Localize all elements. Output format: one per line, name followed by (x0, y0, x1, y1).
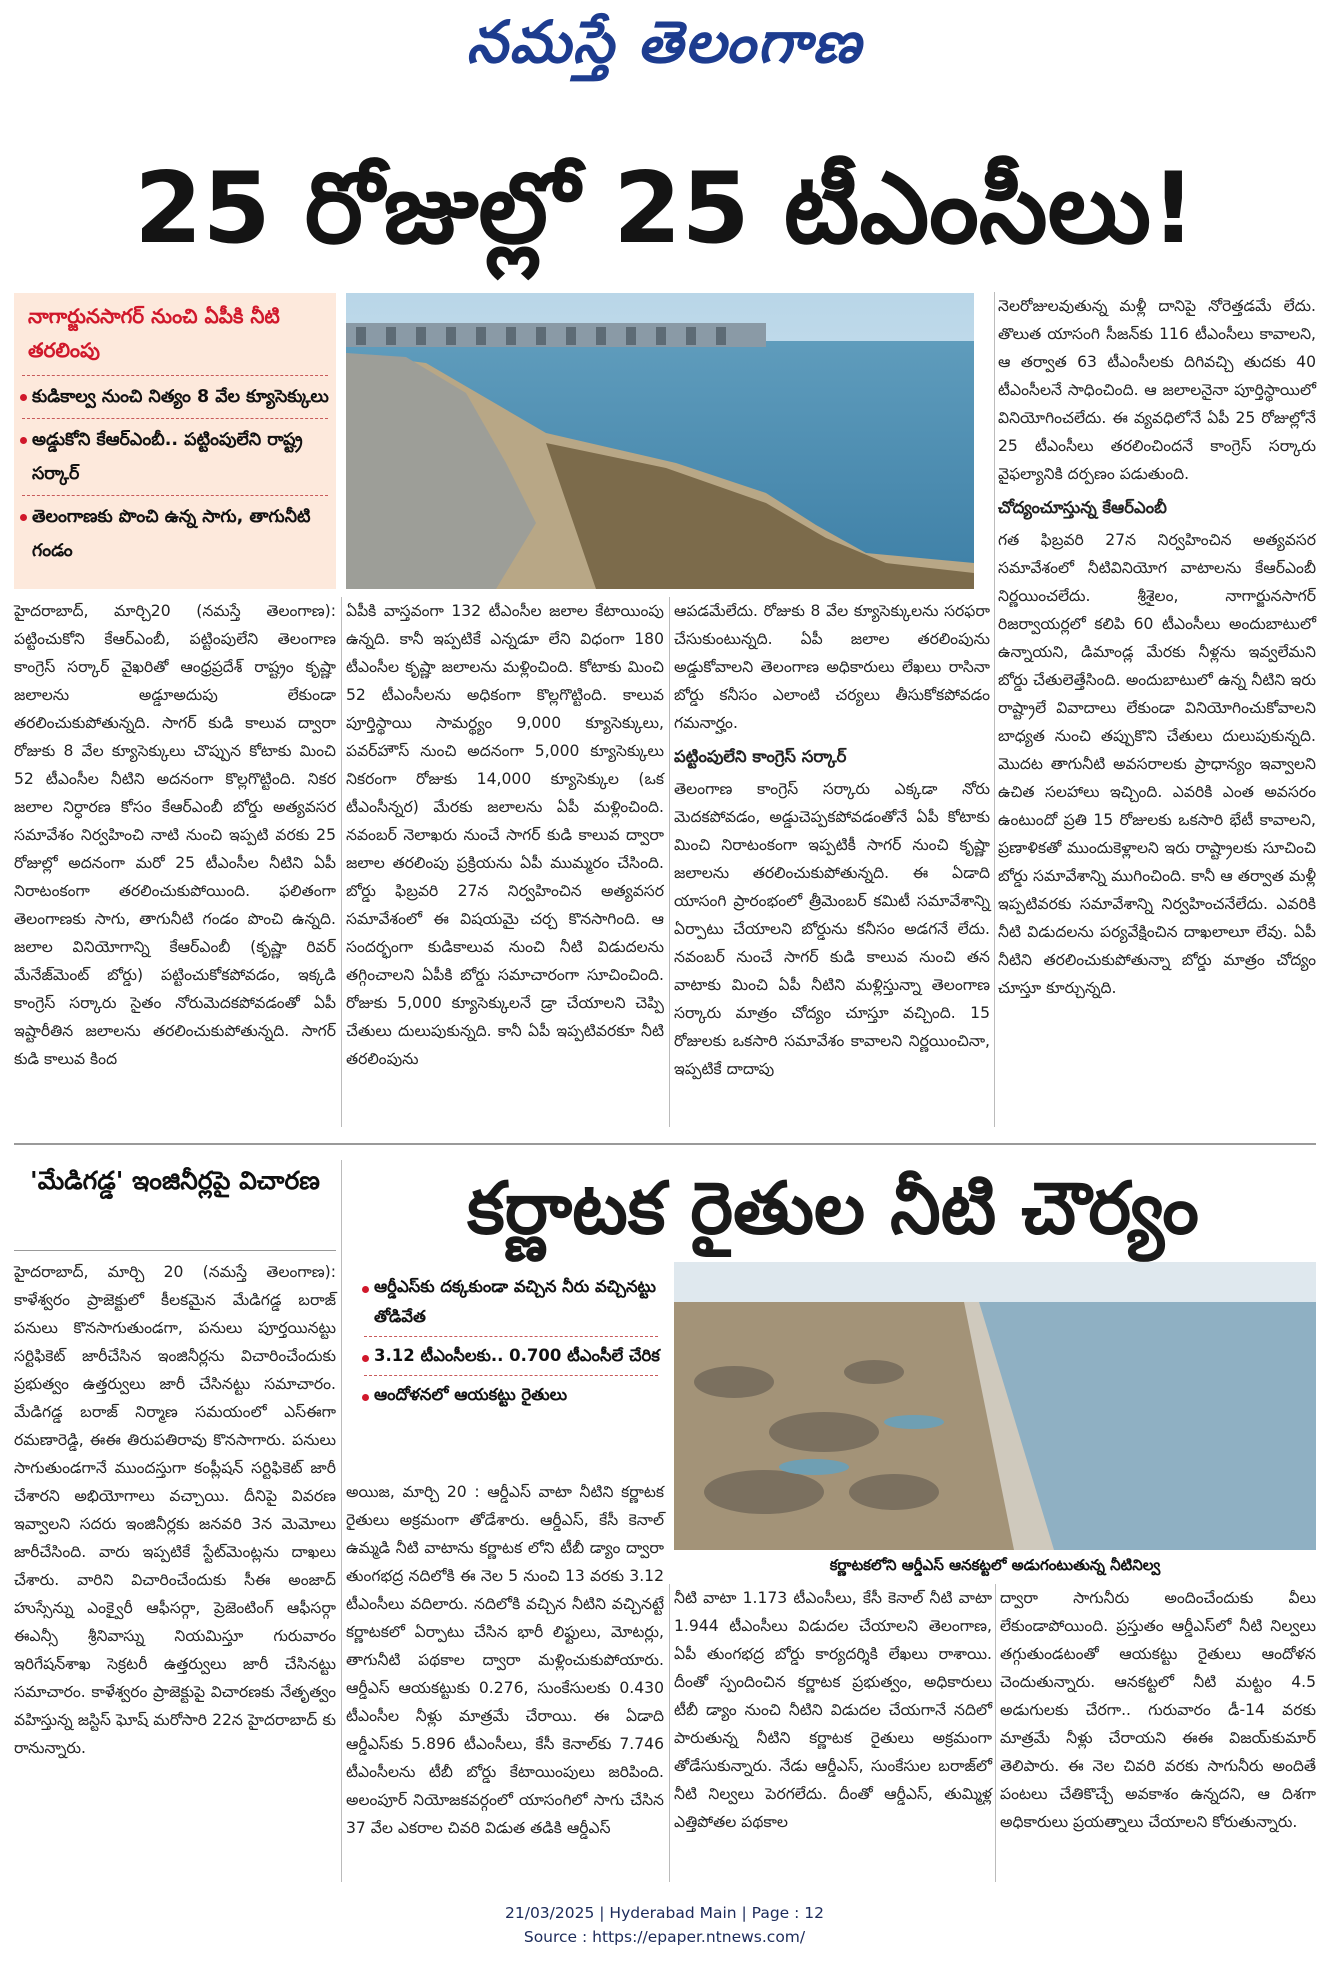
highlight-bullet: అడ్డుకోని కేఆర్ఎంబీ.. పట్టింపులేని రాష్ట్ర సర్కార్ (14, 423, 336, 491)
section-divider (14, 1143, 1316, 1145)
highlight-bullet: కుడికాల్వ నుంచి నిత్యం 8 వేల క్యూసెక్కులు (14, 380, 336, 414)
column-rule (994, 292, 995, 1127)
story1-column-2-text: ఏపీకి వాస్తవంగా 132 టీఎంసీల జలాల కేటాయింపు ఉన్నది. కానీ ఇప్పటికే ఎన్నడూ లేని విధంగా 180 టీఎంసీల కృష్ణా జలాలను మళ్లించింది. కోటాకు మించి 52 టీఎంసీలను అధికంగా కొల్లగొట్టింది. కాలువ పూర్తిస్థాయి సామర్థ్యం 9,000 క్యూసెక్కులు, పవర్‌హౌస్ నుంచి అదనంగా 5,000 క్యూసెక్కులు నికరంగా రోజుకు 14,000 క్యూసెక్కుల (ఒక టీఎంసీన్నర) మేరకు జలాలను ఏపీ మళ్లించింది. నవంబర్ నెలాఖరు నుంచే సాగర్ కుడి కాలువ ద్వారా జలాల తరలింపు ప్రక్రియను ఏపీ ముమ్మరం చేసింది. బోర్డు ఫిబ్రవరి 27న నిర్వహించిన అత్యవసర సమావేశంలో ఈ విషయమై చర్చ కొనసాగింది. ఆ సందర్భంగా కుడికాలువ నుంచి నీటి విడుదలను తగ్గించాలని ఏపీకి బోర్డు సమాచారంగా సూచించింది. రోజుకు 5,000 క్యూసెక్కులనే డ్రా చేయాలని చెప్పి చేతులు దులుపుకున్నది. కానీ ఏపీ ఇప్పటివరకూ నీటి తరలింపును (346, 602, 664, 1068)
highlight-box (14, 293, 336, 589)
story1-column-3-text: తెలంగాణ కాంగ్రెస్ సర్కారు ఎక్కడా నోరు మెదకపోవడం, అడ్డుచెప్పకపోవడంతోనే ఏపీ కోటాకు మించి నిరాటంకంగా ఇప్పటికీ సాగర్ నుంచి కృష్ణా జలాలను తరలించుకుపోతున్నది. ఈ ఏడాది యాసంగి ప్రారంభంలో త్రీమెంబర్ కమిటీ సమావేశాన్ని ఏర్పాటు చేయాలని బోర్డును కనీసం అడగనే లేదు. నవంబర్ నుంచే సాగర్ కుడి కాలువ నుంచి తన వాటాకు మించి ఏపీ నీటిని మళ్లిస్తున్నా తెలంగాణ సర్కారు మాత్రం చోద్యం చూస్తూ వచ్చింది. 15 రోజులకు ఒకసారి సమావేశం కావాలని నిర్ణయించినా, ఇప్పటికే దాదాపు (674, 780, 990, 1078)
story1-column-4-text: గత ఫిబ్రవరి 27న నిర్వహించిన అత్యవసర సమావేశంలో నీటివినియోగ వాటాలను కేఆర్ఎంబీ నిర్ణయించలేదు. శ్రీశైలం, నాగార్జునసాగర్ రిజర్వాయర్లలో కలిపి 60 టీఎంసీలు అందుబాటులో ఉన్నాయని, డిమాండ్ల మేరకు నీళ్లను ఇవ్వలేమని బోర్డు చేతులెత్తేసింది. అందుబాటులో ఉన్న నీటిని ఇరు రాష్ట్రాలే వివాదాలు లేకుండా వినియోగించుకోవాలని బాధ్యత నుంచి తప్పుకొని చేతులు దులుపుకున్నది. మొదట తాగునీటి అవసరాలకు ప్రాధాన్యం ఇవ్వాలని ఉచిత సలహాలు ఇచ్చింది. ఎవరికి ఎంత అవసరం ఉంటుందో ప్రతి 15 రోజులకు ఒకసారి భేటీ కావాలని, ప్రణాళికతో ముందుకెళ్లాలని ఇరు రాష్ట్రాలకు సూచించి బోర్డు సమావేశాన్ని ముగించింది. కానీ ఆ తర్వాత మళ్లీ ఇప్పటివరకు సమావేశాన్ని నిర్వహించనేలేదు. ఎవరికి నీటి విడుదలను పర్యవేక్షించిన దాఖలాలూ లేవు. ఏపీ నీటిని తరలించుకుపోతున్నా బోర్డు మాత్రం చోద్యం చూస్తూ కూర్చున్నది. (998, 531, 1316, 997)
story1-column-3-text: ఆపడమేలేదు. రోజుకు 8 వేల క్యూసెక్కులను సరఫరా చేసుకుంటున్నది. ఏపీ జలాల తరలింపును అడ్డుకోవాలని తెలంగాణ అధికారులు లేఖలు రాసినా బోర్డు కనీసం ఎలాంటి చర్యలు తీసుకోకపోవడం గమనార్హం. (674, 602, 990, 732)
story3-bullet: ఆర్డీఎస్‌కు దక్కకుండా వచ్చిన నీరు వచ్చినట్టు తోడివేత (356, 1272, 666, 1332)
highlight-bullet: తెలంగాణకు పొంచి ఉన్న సాగు, తాగునీటి గండం (14, 500, 336, 568)
story2-title: 'మేడిగడ్డ' ఇంజినీర్లపై విచారణ (30, 1166, 320, 1195)
masthead: నమస్తే తెలంగాణ (466, 8, 863, 76)
subheading: చోద్యంచూస్తున్న కేఆర్ఎంబీ (998, 498, 1167, 517)
story3-bullet: 3.12 టీఎంసీలకు.. 0.700 టీఎంసీలే చేరిక (356, 1341, 666, 1371)
dam-photo (346, 293, 974, 589)
story3-headline: కర్ణాటక రైతుల నీటి చౌర్యం (467, 1166, 1199, 1250)
story3-column-2-text: నీటి వాటా 1.173 టీఎంసీలు, కేసీ కెనాల్ నీటి వాటా 1.944 టీఎంసీలు విడుదల చేయాలని తెలంగాణ, ఏపీ తుంగభద్ర బోర్డు కార్యదర్శికి లేఖలు రాశాయి. దీంతో స్పందించిన కర్ణాటక ప్రభుత్వం, అధికారులు టీబీ డ్యాం నుంచి నీటిని విడుదల చేయగానే నదిలో పారుతున్న నీటిని కర్ణాటక రైతులు అక్రమంగా తోడేసుకున్నారు. నేడు ఆర్డీఎస్, సుంకేసుల బరాజ్‌లో నీటి నిల్వలు పెరగలేదు. దీంతో ఆర్డీఎస్, తుమ్మిళ్ల ఎత్తిపోతల పథకాల (674, 1589, 992, 1831)
column-rule (341, 1160, 342, 1882)
divider (14, 1250, 336, 1251)
footer-source: Source : https://epaper.ntnews.com/ (523, 1928, 806, 1946)
story3-column-2 (674, 1584, 992, 1836)
subheading: పట్టింపులేని కాంగ్రెస్ సర్కార్ (674, 747, 847, 766)
story3-bullet: ఆందోళనలో ఆయకట్టు రైతులు (356, 1380, 666, 1410)
story1-column-4-text: నెలరోజులవుతున్న మళ్లీ దానిపై నోరెత్తడమే లేదు. తొలుత యాసంగి సీజన్‌కు 116 టీఎంసీలు కావాలని, ఆ తర్వాత 63 టీఎంసీలకు దిగివచ్చి తుదకు 40 టీఎంసీలనే సాధించింది. ఆ జలాలనైనా పూర్తిస్థాయిలో వినియోగించలేదు. ఈ వ్యవధిలోనే ఏపీ 25 రోజుల్లోనే 25 టీఎంసీలు తరలించిందనే కాంగ్రెస్ సర్కారు వైఫల్యానికి దర్పణం పడుతుంది. (998, 297, 1316, 483)
story1-column-1-text: హైదరాబాద్, మార్చి20 (నమస్తే తెలంగాణ): పట్టించుకోని కేఆర్ఎంబీ, పట్టింపులేని తెలంగాణ కాంగ్రెస్ సర్కార్ వైఖరితో ఆంధ్రప్రదేశ్ రాష్ట్రం కృష్ణా జలాలను అడ్డూఅదుపు లేకుండా తరలించుకుపోతున్నది. సాగర్ కుడి కాలువ ద్వారా రోజుకు 8 వేల క్యూసెక్కులు చొప్పున కోటాకు మించి 52 టీఎంసీల నీటిని అదనంగా కొల్లగొట్టింది. నికర జలాల నిర్ధారణ కోసం కేఆర్ఎంబీ బోర్డు అత్యవసర సమావేశం నిర్వహించి నాటి నుంచి ఇప్పటి వరకు 25 రోజుల్లో అదనంగా మరో 25 టీఎంసీల నీటిని ఏపీ నిరాటంకంగా తరలించుకుపోయింది. ఫలితంగా తెలంగాణకు సాగు, తాగునీటి గండం పొంచి ఉన్నది. జలాల వినియోగాన్ని కేఆర్ఎంబీ (కృష్ణా రివర్ మేనేజ్‌మెంట్ బోర్డు) పట్టించుకోకపోవడం, ఇక్కడి కాంగ్రెస్ సర్కారు సైతం నోరుమెదకపోవడంతో ఏపీ ఇష్టారీతిన జలాలను తరలించుకుపోతున్నది. సాగర్ కుడి కాలువ కింద (14, 602, 336, 1068)
story2-column (14, 1258, 336, 1762)
story1-column-3 (674, 597, 990, 1083)
story3-highlight (356, 1272, 666, 1470)
story1-column-1 (14, 597, 336, 1073)
main-headline: 25 రోజుల్లో 25 టీఎంసీలు! (134, 152, 1196, 266)
column-rule (341, 597, 342, 1127)
story3-column-3-text: ద్వారా సాగునీరు అందించేందుకు వీలు లేకుండాపోయింది. ప్రస్తుతం ఆర్డీఎస్‌లో నీటి నిల్వలు తగ్గుతుండటంతో ఆయకట్టు రైతులు ఆందోళన చెందుతున్నారు. ఆనకట్టలో నీటి మట్టం 4.5 అడుగులకు చేరగా.. గురువారం డీ-14 వరకు మాత్రమే నీళ్లు చేరాయని ఈఈ విజయ్‌కుమార్ తెలిపారు. ఈ నెల చివరి వరకు సాగునీరు అందితే పంటలు చేతికొచ్చే అవకాశం ఉన్నదని, ఆ దిశగా అధికారులు ప్రయత్నాలు చేయాలని కోరుతున్నారు. (1000, 1589, 1316, 1831)
story2-body: హైదరాబాద్, మార్చి 20 (నమస్తే తెలంగాణ): కాళేశ్వరం ప్రాజెక్టులో కీలకమైన మేడిగడ్డ బరాజ్ పనులు కొనసాగుతుండగా, పనులు పూర్తయినట్టు సర్టిఫికెట్ జారీచేసిన ఇంజినీర్లను విచారించేందుకు ప్రభుత్వం ఉత్తర్వులు జారీ చేసినట్టు సమాచారం. మేడిగడ్డ బరాజ్ నిర్మాణ సమయంలో ఎస్ఈగా రమణారెడ్డి, ఈఈ తిరుపతిరావు కొనసాగారు. పనులు సాగుతుండగానే ముందస్తుగా కంప్లీషన్ సర్టిఫికెట్ జారీ చేశారని అభియోగాలు వచ్చాయి. దీనిపై వివరణ ఇవ్వాలని సదరు ఇంజినీర్లకు జనవరి 3న మెమోలు జారీచేసింది. వారు ఇప్పటికే స్టేట్‌మెంట్లను దాఖలు చేశారు. వారిని విచారించేందుకు సీఈ అంజాద్ హుస్సేన్ను ఎంక్వైరీ ఆఫీసర్గా, ప్రెజెంటింగ్ ఆఫీసర్గా ఈఎన్సీ శ్రీనివాస్ను నియమిస్తూ గురువారం ఇరిగేషన్‌శాఖ సెక్రటరీ ఉత్తర్వులు జారీ చేసినట్టు సమాచారం. కాళేశ్వరం ప్రాజెక్టుపై విచారణకు నేతృత్వం వహిస్తున్న జస్టిస్ ఘోష్ మరోసారి 22న హైదరాబాద్ కు రానున్నారు. (14, 1263, 336, 1757)
column-rule (669, 1584, 670, 1882)
column-rule (995, 1584, 996, 1882)
story3-column-1-text: అయిజ, మార్చి 20 : ఆర్డీఎస్ వాటా నీటిని కర్ణాటక రైతులు అక్రమంగా తోడేశారు. ఆర్డీఎస్, కేసీ కెనాల్ ఉమ్మడి నీటి వాటాను కర్ణాటక లోని టీబీ డ్యాం ద్వారా తుంగభద్ర నదిలోకి ఈ నెల 5 నుంచి 13 వరకు 3.12 టీఎంసీలు వదిలారు. నదిలోకి వచ్చిన నీటిని వచ్చినట్టే కర్ణాటకలో ఏర్పాటు చేసిన భారీ లిఫ్టులు, మోటర్లు, తాగునీటి పథకాల ద్వారా మళ్లించుకుపోయారు. ఆర్డీఎస్ ఆయకట్టుకు 0.276, సుంకేసులకు 0.430 టీఎంసీల నీళ్లు మాత్రమే చేరాయి. ఈ ఏడాది ఆర్డీఎస్‌కు 5.896 టీఎంసీలు, కేసీ కెనాల్‌కు 7.746 టీఎంసీలను టీబీ బోర్డు కేటాయింపులు జరిపింది. అలంపూర్ నియోజకవర్గంలో యాసంగిలో సాగు చేసిన 37 వేల ఎకరాల చివరి విడుత తడికి ఆర్డీఎస్ (346, 1483, 665, 1837)
story3-column-3 (1000, 1584, 1316, 1836)
story3-column-1 (346, 1478, 664, 1842)
photo-caption: కర్ణాటకలోని ఆర్డీఎస్ ఆనకట్టలో అడుగంటుతున్న నీటినిల్వ (829, 1556, 1161, 1574)
story1-column-2 (346, 597, 664, 1073)
footer-date-edition: 21/03/2025 | Hyderabad Main | Page : 12 (505, 1904, 824, 1922)
reservoir-photo (674, 1262, 1316, 1550)
column-rule (669, 597, 670, 1127)
highlight-box-title: నాగార్జునసాగర్ నుంచి ఏపీకి నీటి తరలింపు (28, 304, 280, 362)
story1-column-4 (998, 292, 1316, 1002)
